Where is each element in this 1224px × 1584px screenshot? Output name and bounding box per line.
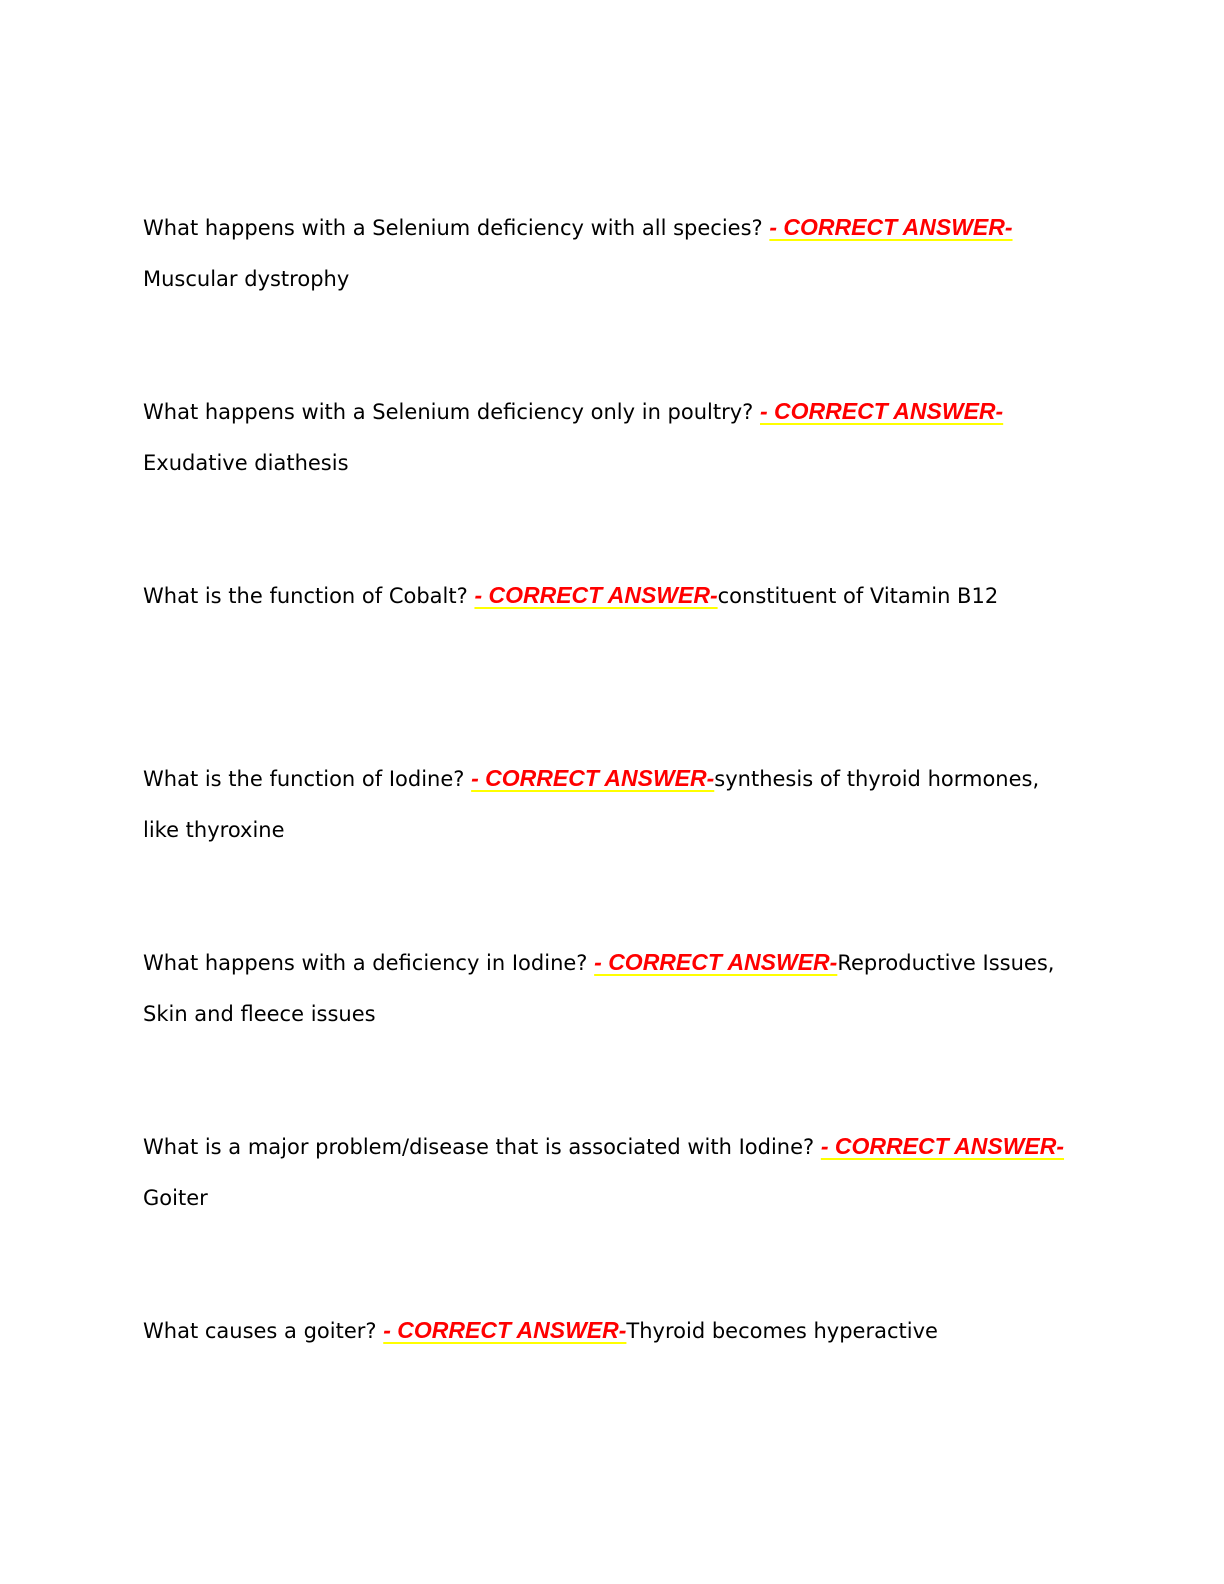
qa-item-4	[143, 753, 1073, 856]
question-text: What is a major problem/disease that is associated with Iodine?	[143, 1135, 815, 1159]
answer-text: synthesis of thyroid hormones, like thyroxine	[143, 767, 1040, 842]
correct-answer-marker: - CORRECT ANSWER-	[820, 1133, 1065, 1159]
correct-answer-marker: - CORRECT ANSWER-	[471, 765, 715, 791]
answer-text: Goiter	[143, 1186, 208, 1210]
correct-answer-marker: - CORRECT ANSWER-	[594, 949, 838, 975]
question-text: What happens with a Selenium deficiency with all species?	[143, 216, 763, 240]
question-text: What happens with a deficiency in Iodine?	[143, 951, 588, 975]
answer-text: Exudative diathesis	[143, 451, 349, 475]
answer-text: Reproductive Issues, Skin and fleece issues	[143, 951, 1055, 1026]
correct-answer-marker: - CORRECT ANSWER-	[760, 398, 1004, 424]
question-text: What is the function of Cobalt?	[143, 584, 468, 608]
correct-answer-marker: - CORRECT ANSWER-	[474, 582, 718, 608]
correct-answer-marker: - CORRECT ANSWER-	[383, 1317, 627, 1343]
qa-item-2	[143, 386, 1073, 489]
qa-item-3	[143, 570, 1073, 622]
qa-item-5	[143, 937, 1073, 1040]
answer-text: Muscular dystrophy	[143, 267, 350, 291]
question-text: What causes a goiter?	[143, 1319, 377, 1343]
qa-item-7	[143, 1305, 1073, 1357]
correct-answer-marker: - CORRECT ANSWER-	[769, 214, 1013, 240]
answer-text: Thyroid becomes hyperactive	[626, 1319, 938, 1343]
answer-text: constituent of Vitamin B12	[717, 584, 999, 608]
question-text: What happens with a Selenium deficiency only in poultry?	[143, 400, 754, 424]
qa-item-1	[143, 202, 1073, 305]
qa-item-6	[143, 1121, 1073, 1224]
question-text: What is the function of Iodine?	[143, 767, 465, 791]
